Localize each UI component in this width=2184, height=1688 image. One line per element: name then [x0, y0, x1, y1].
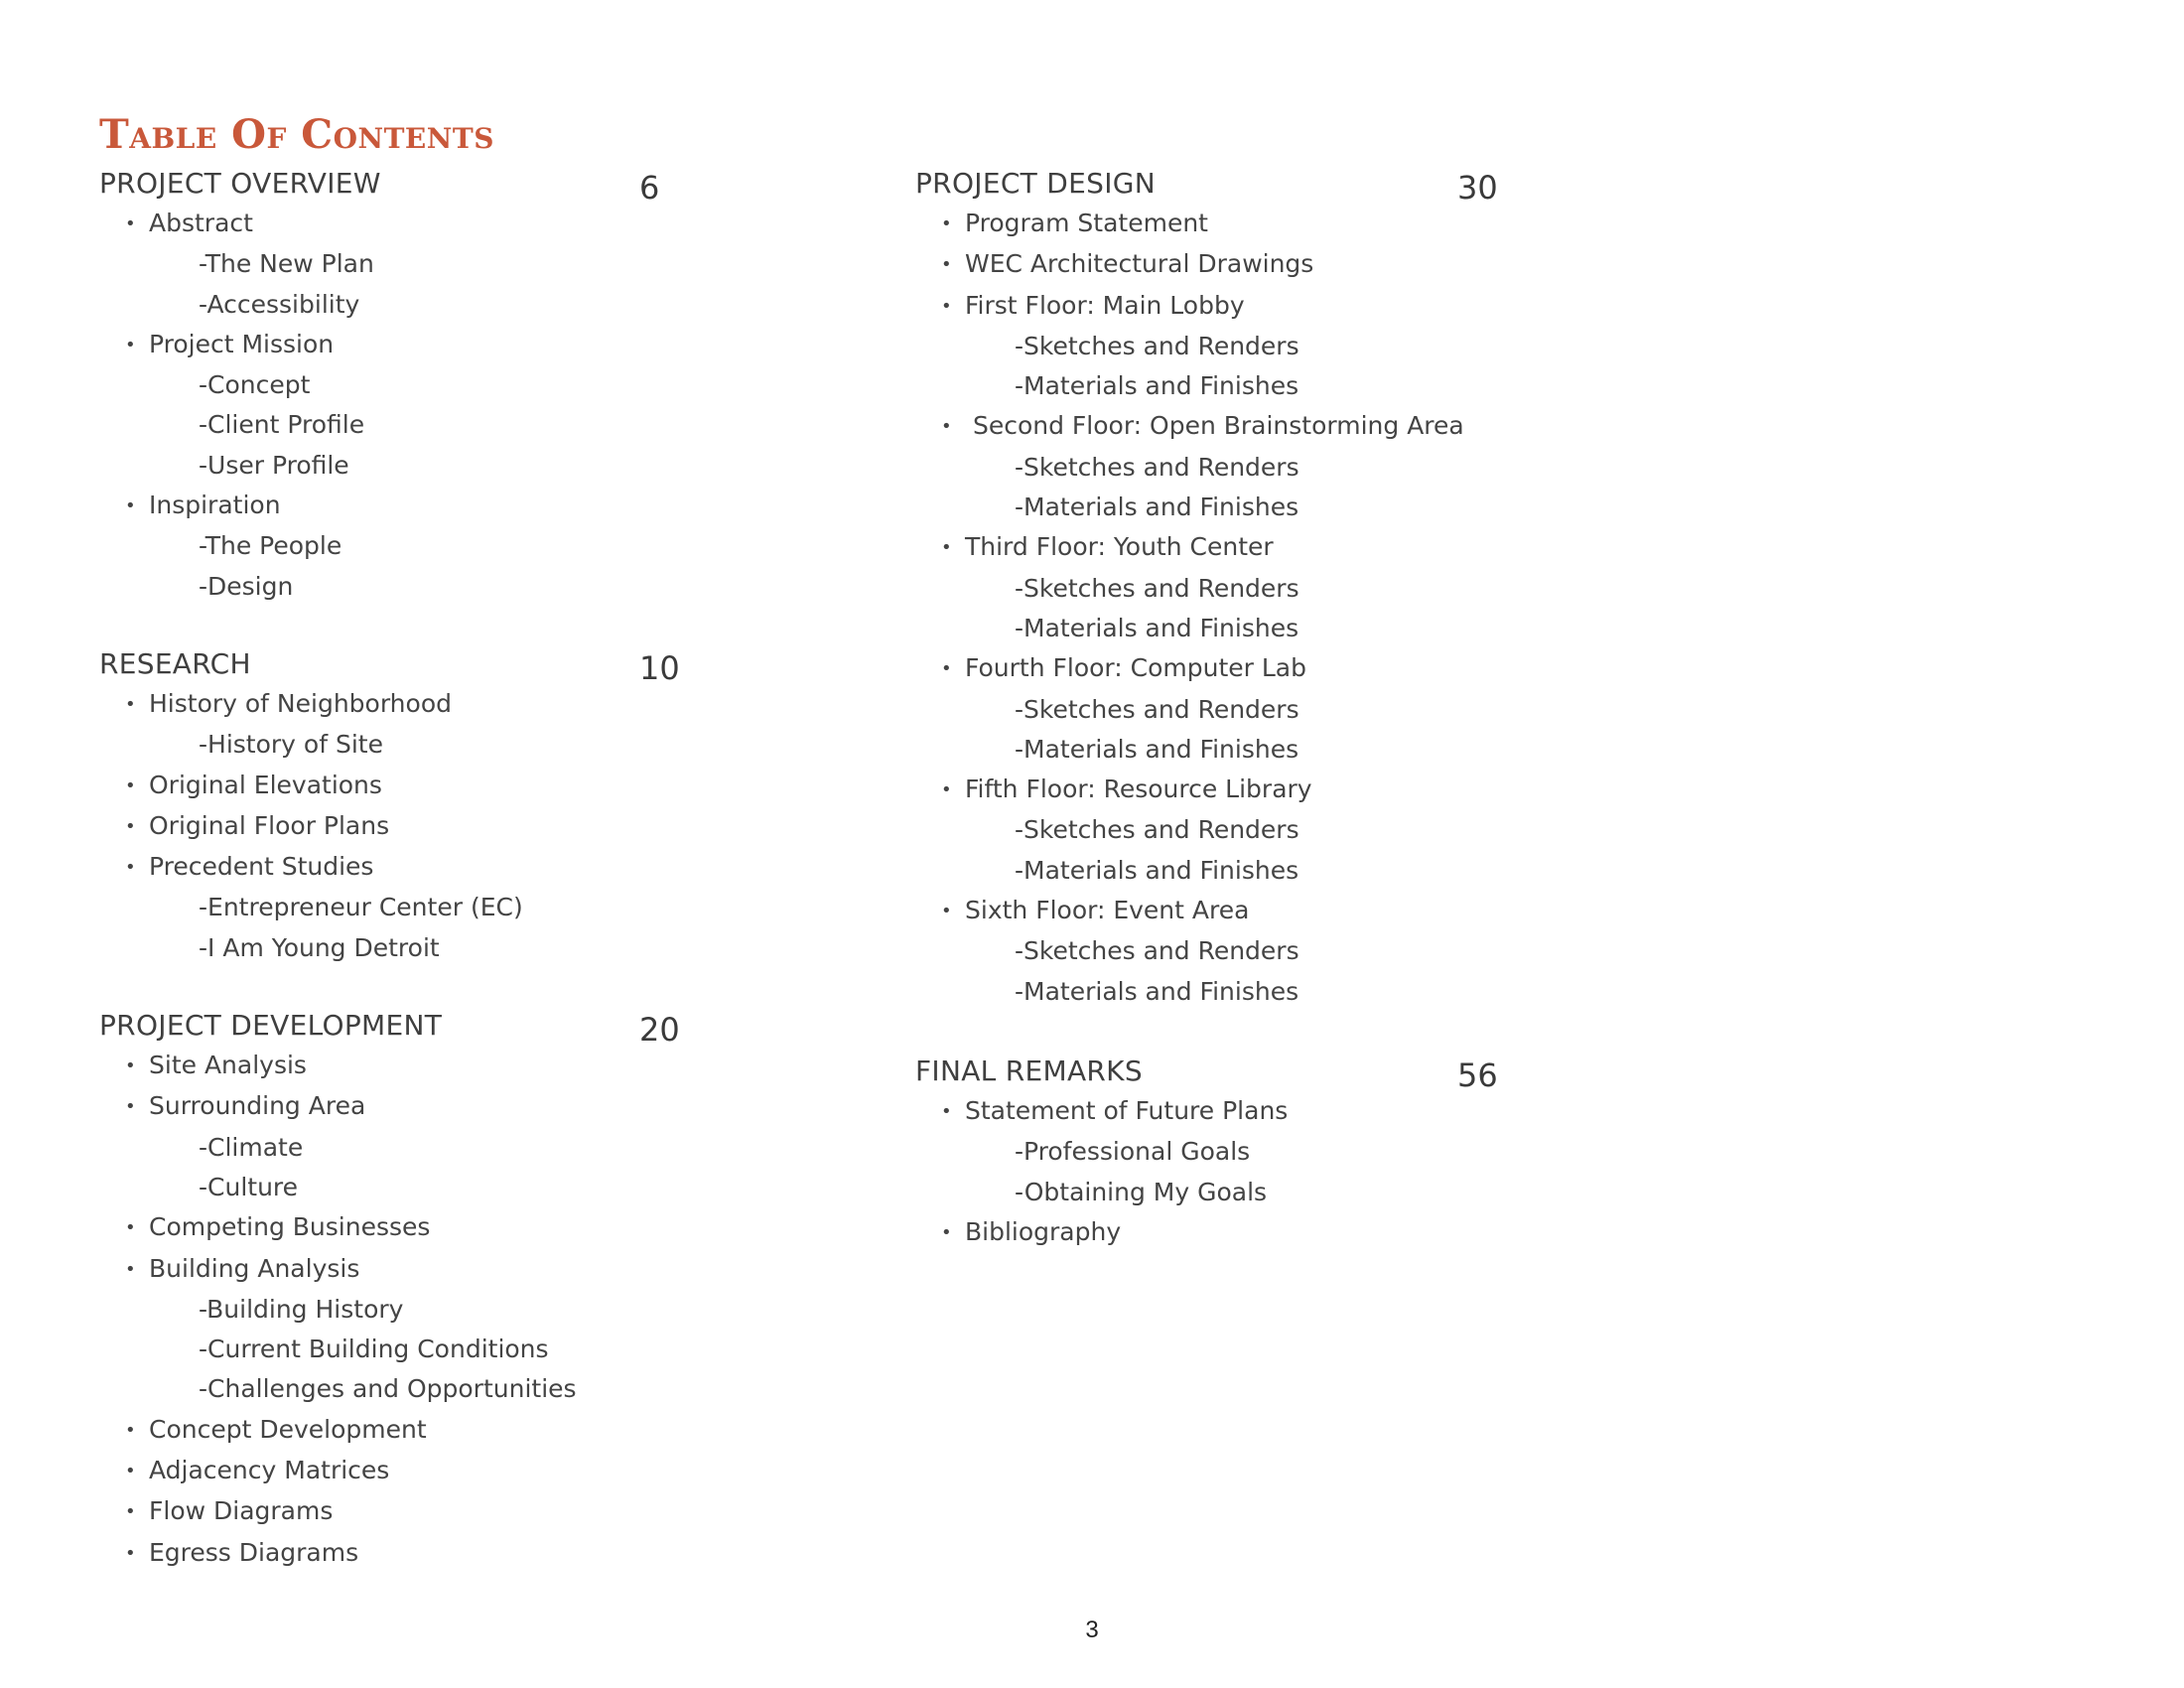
bullet-icon: •: [125, 1096, 136, 1118]
toc-subentry[interactable]: [99, 244, 695, 284]
entry-label: Competing Businesses: [149, 1212, 431, 1242]
entry-label: Bibliography: [965, 1216, 1122, 1246]
bullet-icon: •: [941, 1221, 952, 1243]
bullet-icon: •: [941, 901, 952, 922]
toc-subentry[interactable]: [915, 730, 1511, 770]
toc-entry[interactable]: [99, 684, 695, 725]
toc-subentry[interactable]: [99, 526, 695, 566]
entry-label: -User Profile: [199, 450, 349, 480]
entry-label: -Professional Goals: [1015, 1137, 1251, 1167]
entry-label: -Sketches and Renders: [1015, 331, 1299, 360]
entry-label: -The New Plan: [199, 249, 374, 279]
toc-entry[interactable]: [99, 806, 695, 847]
toc-title: Table Of Contents: [99, 111, 494, 158]
toc-entry[interactable]: [915, 204, 1511, 244]
toc-subentry[interactable]: [99, 1168, 695, 1207]
section-page-number: 10: [639, 648, 680, 687]
bullet-icon: •: [941, 779, 952, 801]
entry-label: Sixth Floor: Event Area: [965, 896, 1250, 925]
toc-subentry[interactable]: [99, 888, 695, 927]
entry-label: -Concept: [199, 370, 311, 400]
toc-entry[interactable]: [99, 1451, 695, 1491]
toc-entry[interactable]: [915, 406, 1511, 447]
toc-entry[interactable]: [99, 1207, 695, 1248]
bullet-icon: •: [941, 295, 952, 317]
page-number: 3: [1085, 1617, 1099, 1643]
entry-label: -Client Profile: [199, 410, 365, 440]
toc-entry[interactable]: [915, 770, 1511, 810]
bullet-icon: •: [941, 537, 952, 559]
entry-label: -Design: [199, 571, 294, 601]
entry-label: -Materials and Finishes: [1015, 734, 1299, 764]
section-title[interactable]: PROJECT OVERVIEW: [99, 167, 381, 200]
toc-entry[interactable]: [99, 1046, 695, 1086]
entry-label: -Sketches and Renders: [1015, 573, 1299, 603]
entry-label: -Current Building Conditions: [199, 1335, 549, 1364]
entry-label: Precedent Studies: [149, 852, 374, 882]
toc-entry[interactable]: [915, 527, 1511, 568]
entry-label: -Building History: [199, 1294, 404, 1324]
toc-subentry[interactable]: [915, 366, 1511, 406]
toc-subentry[interactable]: [915, 972, 1511, 1012]
entry-label: Egress Diagrams: [149, 1537, 359, 1567]
entry-label: -Culture: [199, 1172, 299, 1201]
entry-label: Surrounding Area: [149, 1091, 366, 1121]
bullet-icon: •: [125, 1542, 136, 1564]
toc-subentry[interactable]: [99, 567, 695, 607]
toc-entry[interactable]: [99, 1410, 695, 1451]
toc-column-right: [915, 164, 1511, 1253]
toc-subentry[interactable]: [915, 1173, 1511, 1212]
entry-label: Statement of Future Plans: [965, 1095, 1289, 1125]
section-project-design: [915, 164, 1511, 1012]
entry-label: Building Analysis: [149, 1253, 360, 1283]
toc-subentry[interactable]: [915, 810, 1511, 850]
section-page-number: 56: [1457, 1055, 1498, 1094]
section-header: [915, 164, 1511, 207]
entry-label: -I Am Young Detroit: [199, 932, 440, 962]
entry-label: -Sketches and Renders: [1015, 815, 1299, 845]
toc-column-left: [99, 164, 695, 1574]
section-header: [99, 164, 695, 207]
bullet-icon: •: [125, 815, 136, 837]
toc-entry[interactable]: [915, 1091, 1511, 1132]
toc-subentry[interactable]: [915, 851, 1511, 891]
section-header: [99, 644, 695, 687]
entry-label: Fifth Floor: Resource Library: [965, 774, 1312, 804]
toc-entry[interactable]: [99, 204, 695, 244]
bullet-icon: •: [125, 1461, 136, 1482]
entry-label: -Sketches and Renders: [1015, 936, 1299, 966]
toc-entry[interactable]: [99, 1491, 695, 1532]
section-page-number: 6: [639, 169, 660, 207]
toc-subentry[interactable]: [915, 931, 1511, 971]
entry-label: Second Floor: Open Brainstorming Area: [965, 411, 1464, 441]
toc-entry[interactable]: [99, 1086, 695, 1127]
entry-label: First Floor: Main Lobby: [965, 290, 1245, 320]
toc-subentry[interactable]: [99, 365, 695, 405]
bullet-icon: •: [125, 1419, 136, 1441]
toc-subentry[interactable]: [99, 725, 695, 765]
entry-label: WEC Architectural Drawings: [965, 249, 1314, 279]
entry-label: -Sketches and Renders: [1015, 452, 1299, 482]
entry-label: -Sketches and Renders: [1015, 694, 1299, 724]
entry-label: -Challenges and Opportunities: [199, 1374, 577, 1404]
entry-label: -Accessibility: [199, 289, 360, 319]
entry-label: Third Floor: Youth Center: [965, 532, 1274, 562]
toc-entry[interactable]: [99, 325, 695, 365]
entry-label: -Materials and Finishes: [1015, 855, 1299, 885]
bullet-icon: •: [941, 213, 952, 234]
section-header: [915, 1052, 1511, 1094]
bullet-icon: •: [125, 1217, 136, 1239]
toc-entry[interactable]: [99, 486, 695, 526]
entry-label: Inspiration: [149, 491, 281, 520]
toc-entry[interactable]: [99, 766, 695, 806]
bullet-icon: •: [125, 693, 136, 715]
section-title[interactable]: FINAL REMARKS: [915, 1054, 1143, 1087]
section-final-remarks: [915, 1052, 1511, 1253]
entry-label: Adjacency Matrices: [149, 1456, 390, 1485]
toc-subentry[interactable]: [99, 405, 695, 445]
bullet-icon: •: [941, 1100, 952, 1122]
toc-subentry[interactable]: [915, 609, 1511, 648]
entry-label: -Materials and Finishes: [1015, 492, 1299, 522]
entry-label: Site Analysis: [149, 1051, 307, 1080]
toc-entry[interactable]: [915, 244, 1511, 285]
bullet-icon: •: [941, 416, 952, 438]
toc-subentry[interactable]: [99, 1290, 695, 1330]
entry-label: Project Mission: [149, 329, 335, 358]
section-title[interactable]: RESEARCH: [99, 646, 251, 680]
section-page-number: 30: [1457, 169, 1498, 207]
entry-label: Original Floor Plans: [149, 810, 390, 840]
section-header: [99, 1006, 695, 1050]
bullet-icon: •: [125, 213, 136, 234]
section-project-overview: [99, 164, 695, 607]
toc-subentry[interactable]: [99, 446, 695, 486]
toc-subentry[interactable]: [915, 448, 1511, 488]
toc-subentry[interactable]: [915, 488, 1511, 527]
entry-label: Flow Diagrams: [149, 1496, 334, 1526]
bullet-icon: •: [125, 495, 136, 517]
toc-entry[interactable]: [915, 286, 1511, 327]
bullet-icon: •: [941, 254, 952, 276]
bullet-icon: •: [941, 658, 952, 680]
toc-subentry[interactable]: [915, 690, 1511, 730]
toc-entry[interactable]: [915, 1212, 1511, 1253]
entry-label: Fourth Floor: Computer Lab: [965, 653, 1306, 683]
entry-list: [915, 204, 1511, 1012]
entry-label: -Climate: [199, 1132, 304, 1162]
toc-subentry[interactable]: [99, 1330, 695, 1369]
toc-subentry[interactable]: [915, 1132, 1511, 1172]
entry-list: [99, 204, 695, 607]
section-project-development: [99, 1006, 695, 1574]
entry-list: [99, 1046, 695, 1574]
entry-label: History of Neighborhood: [149, 688, 452, 718]
entry-label: Concept Development: [149, 1414, 427, 1444]
entry-label: -History of Site: [199, 730, 383, 760]
entry-label: -Obtaining My Goals: [1015, 1177, 1268, 1206]
entry-label: -Materials and Finishes: [1015, 371, 1299, 401]
section-research: [99, 644, 695, 968]
toc-entry[interactable]: [99, 847, 695, 888]
toc-subentry[interactable]: [99, 1128, 695, 1168]
bullet-icon: •: [125, 1055, 136, 1077]
toc-subentry[interactable]: [99, 928, 695, 968]
toc-entry[interactable]: [99, 1533, 695, 1574]
bullet-icon: •: [125, 1258, 136, 1280]
entry-list: [915, 1091, 1511, 1253]
entry-label: Program Statement: [965, 209, 1208, 237]
toc-subentry[interactable]: [99, 285, 695, 325]
section-title[interactable]: PROJECT DEVELOPMENT: [99, 1009, 443, 1043]
bullet-icon: •: [125, 774, 136, 796]
toc-entry[interactable]: [915, 648, 1511, 689]
bullet-icon: •: [125, 1501, 136, 1523]
toc-subentry[interactable]: [99, 1369, 695, 1409]
entry-label: -Materials and Finishes: [1015, 976, 1299, 1006]
bullet-icon: •: [125, 857, 136, 879]
bullet-icon: •: [125, 334, 136, 355]
entry-list: [99, 684, 695, 968]
entry-label: Original Elevations: [149, 770, 382, 799]
entry-label: -The People: [199, 531, 342, 561]
entry-label: Abstract: [149, 209, 253, 237]
entry-label: -Materials and Finishes: [1015, 613, 1299, 642]
toc-entry[interactable]: [915, 891, 1511, 931]
toc-subentry[interactable]: [915, 569, 1511, 609]
section-title[interactable]: PROJECT DESIGN: [915, 167, 1157, 200]
section-page-number: 20: [639, 1011, 680, 1050]
entry-label: -Entrepreneur Center (EC): [199, 893, 523, 922]
toc-subentry[interactable]: [915, 327, 1511, 366]
toc-entry[interactable]: [99, 1249, 695, 1290]
